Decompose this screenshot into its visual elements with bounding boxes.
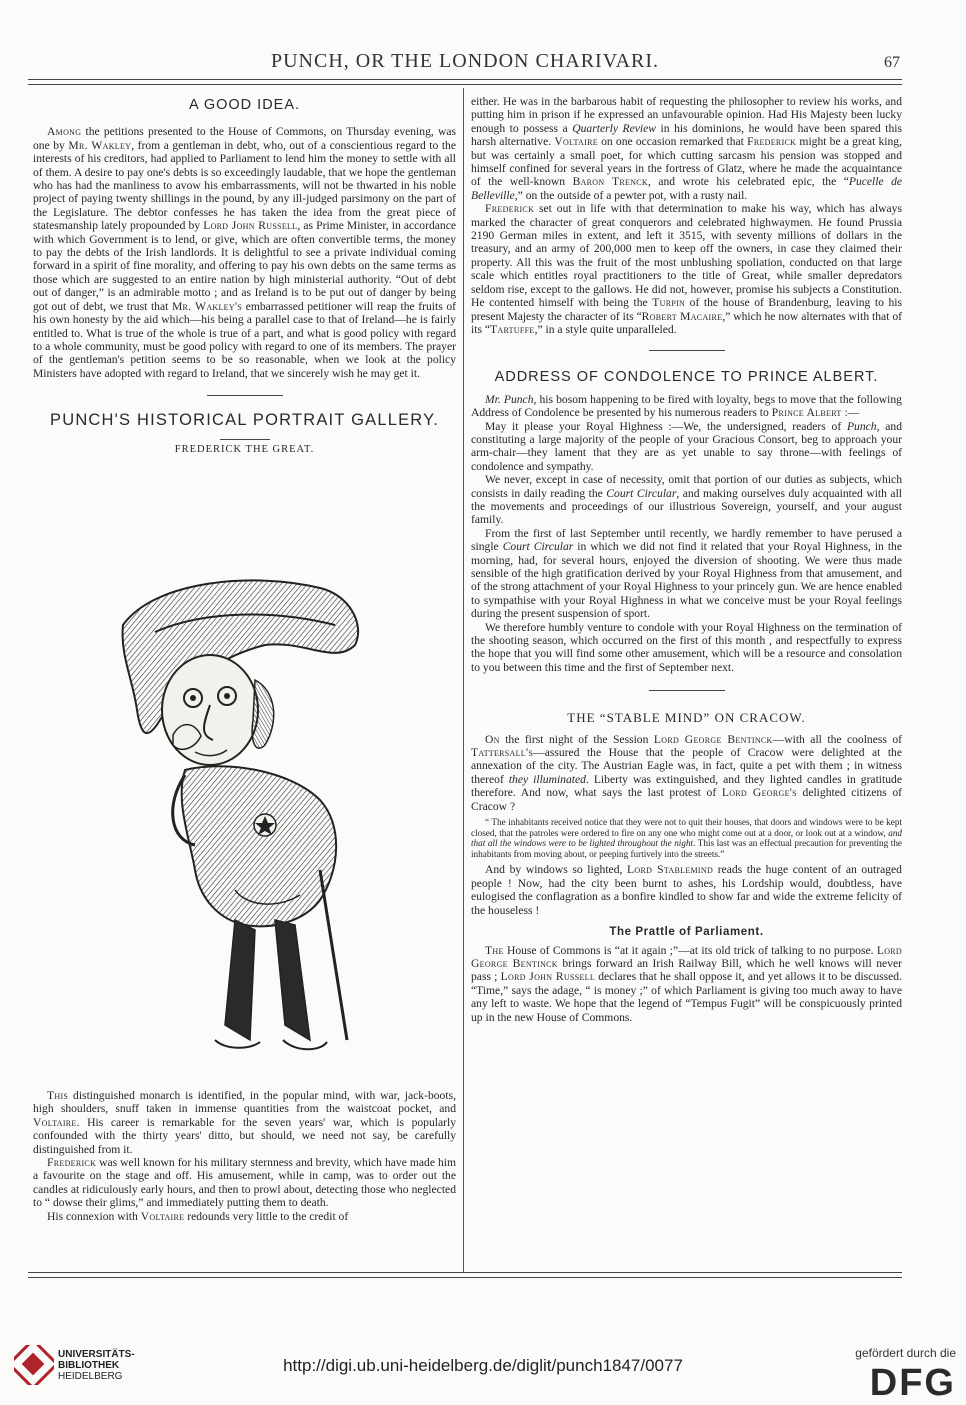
dfg-logo: DFG <box>869 1362 956 1404</box>
frederick-paragraph-2: Frederick was well known for his military sternness and brevity, which have made him a favourite on the stage and off. His amusement, while in camp, was to order out the candles at ridiculously early hours, and then to prowl about, detecting those who neglected to “ dowse their glims,” and immediately putting them to death. <box>33 1156 456 1210</box>
funding-note: gefördert durch die <box>855 1346 956 1360</box>
condolence-paragraph-4: We therefore humbly venture to condole with your Royal Highness on the termination of the shooting season, which occurred on the first of this month , and respectfully to express the hope that you will find some other amusement, which will be a resource and consolation to you between this time and the first of September next. <box>471 620 902 674</box>
section-rule <box>649 690 725 691</box>
column-divider <box>463 88 464 1273</box>
frederick-continued-2: Frederick set out in life with that determination to make his way, which has always marked the character of great conquerors and celebrated highwaymen. He found Prussia 2190 German miles in extent, and left it 3515, with seventy millions of dollars in the treasury, and an army of 200,000 men to keep off the owners, in case they claimed their property. All this was the fruit of the most unblushing spoliation, conducted on that large scale which entitles royal practitioners to the title of Great, while smaller depredators seldom rise, except to the gallows. He did not, however, promise his subjects a Constitution. He contented himself with being the Turpin of the house of Brandenburg, leaving to his present Majesty the character of its “Robert Macaire,” which he now alternates with that of its “Tartuffe,” in a style quite unparalleled. <box>471 202 902 336</box>
gallery-title: PUNCH'S HISTORICAL PORTRAIT GALLERY. <box>50 411 439 430</box>
library-name-line-2: BIBLIOTHEK <box>58 1360 120 1371</box>
cracow-quotation: “ The inhabitants received notice that they were not to quit their houses, that doors and windows were to be kept closed, that the patroles were ordered to fire on any one who might come out at a door, or look out at a window, and that all the windows were to be lighted throughout the night. This last was an effectual precaution for preventing the inhabitants from moving about, or peeping furtively into the streets.” <box>471 817 902 859</box>
condolence-paragraph-1: May it please your Royal Highness :—We, the undersigned, readers of Punch, and constituting a large majority of the people of your Gracious Consort, beg to approach your arm-chair—they lament that they are as yet unable to say throne—with feelings of condolence and sympathy. <box>471 419 902 473</box>
condolence-paragraph-2: We never, except in case of necessity, omit that portion of our duties as subjects, which consists in daily reading the Court Circular, and making ourselves duly acquainted with all the movements and proceedings of our illustrious Sovereign, yourself, and your august family. <box>471 473 903 527</box>
frederick-paragraph-3: His connexion with Voltaire redounds very little to the credit of <box>47 1209 349 1223</box>
condolence-paragraph-3: From the first of last September until recently, we hardly remember to have perused a single Court Circular in which we did not find it related that your Royal Highness, in the morning, had, for several hours, enjoyed the diversion of shooting. We were thus made sensible of the high gratification derived by your Royal Highness from that amusement, and of the strong attachment of your Royal Highness to your princely gun. We are hence enabled to sympathise with your Royal Highness in what we conceive must be your Royal feelings during the present suspension of sport. <box>471 526 903 621</box>
running-head <box>30 50 900 80</box>
frederick-caricature-illustration <box>115 570 415 1065</box>
stable-mind-title: THE “STABLE MIND” ON CRACOW. <box>567 710 806 726</box>
permalink-url[interactable]: http://digi.ub.uni-heidelberg.de/diglit/punch1847/0077 <box>283 1356 683 1375</box>
right-column <box>471 95 902 1024</box>
condolence-title: ADDRESS OF CONDOLENCE TO PRINCE ALBERT. <box>494 369 879 386</box>
frederick-text <box>33 1089 456 1223</box>
footer-rule <box>28 1272 902 1278</box>
gallery-rule <box>220 439 270 440</box>
left-column <box>33 95 456 456</box>
frederick-paragraph-1: This distinguished monarch is identified, in the popular mind, with war, jack-boots, high shoulders, snuff taken in immense quantities from the waistcoat pocket, and Voltaire. His career is remarkable for the seven years' war, which is popularly confounded with the thirty years' ditto, but should, we need not say, be carefully distinguished from it. <box>33 1089 456 1156</box>
portrait-caption: FREDERICK THE GREAT. <box>174 443 315 455</box>
frederick-continued-1: either. He was in the barbarous habit of requesting the philosopher to review his works, and putting him in prison if he expressed an unfavourable opinion. Had His Majesty been lucky enough to possess a Quarterly Review in his dominions, he would have been spared this harsh alternative. Voltaire on one occasion remarked that Frederick might be a great king, but was certainly a small poet, for which cutting sarcasm his pension was stopped and himself confined for several years in the fortress of Glatz, where he made the acquaintance of the well-known Baron Trenck, and wrote his celebrated epic, the “Pucelle de Belleville,” on the outside of a pewter pot, with a rusty nail. <box>471 95 903 202</box>
prattle-paragraph: The House of Commons is “at it again ;”—at its old trick of talking to no purpose. Lord George Bentinck brings forward an Irish Railway Bill, which he well knows will never pass ; Lord John Russell declares that he shall oppose it, and yet allows it to be discussed. “Time,” says the adage, “ is money ;” of which Parliament is giving too much away to have any left to waste. We hope that the legend of “Tempus Fugit” will be conspicuously printed up in the new House of Commons. <box>471 943 902 1024</box>
section-rule <box>649 350 725 351</box>
page-number: 67 <box>884 54 900 71</box>
condolence-intro: Mr. Punch, his bosom happening to be fired with loyalty, begs to move that the following Address of Condolence be presented by his numerous readers to Prince Albert :— <box>471 392 902 420</box>
good-idea-body: Among the petitions presented to the House of Commons, on Thursday evening, was one by Mr. Wakley, from a gentleman in debt, who, out of a conscientious regard to the interests of his creditors, had applied to Parliament to lend him the money to settle with all of them. A desire to pay one's debts is so exceedingly laudable, that we hope the gentleman who has had the manliness to avow his embarrassments, will not be thwarted in his noble project of paying twenty shillings in the pound, by any ill-judged parsimony on the part of the Legislature. The debtor confesses he has taken the idea from the great piece of statesmanship lately propounded by Lord John Russell, as Prime Minister, in accordance with which Government is to lend, or give, which are often convertible terms, the money to pay the debts of the Irish landlords. It is delightful to see a private individual coming forward in a spirit of fine morality, and offering to pay his own debts on the same terms as those which are suggested to an entire nation by high ministerial authority. “Out of debt out of danger,” is an admirable motto ; and as Ireland is to be put out of danger by being got out of debt, we trust that Mr. Wakley's embarrassed petitioner will reap the fruits of his own honesty by the aid which—his being a parallel case to that of Ireland—he is fairly entitled to. What is true of the whole is true of a part, and what is good policy with regard to a whole community, must be good policy with regard to one of its members. The prayer of the gentleman's petition seems to be so reasonable, when we look at the policy Ministers have adopted with regard to Ireland, that we sincerely wish he may get it. <box>33 125 457 380</box>
library-name-line-1: UNIVERSITÄTS- <box>58 1349 135 1360</box>
good-idea-title: A GOOD IDEA. <box>188 97 301 113</box>
stable-mind-paragraph-2: And by windows so lighted, Lord Stablemind reads the huge content of an outraged people ! Now, had the city been burnt to ashes, his Lordship would, doubtless, have eulogised the conflagration as a bonfire kindled to show far and wide the extreme felicity of the houseless ! <box>471 863 902 917</box>
library-name-line-3: HEIDELBERG <box>58 1371 123 1382</box>
stable-mind-paragraph-1: On the first night of the Session Lord George Bentinck—with all the coolness of Tattersall's—assured the House that the people of Cracow were delighted at the annexation of the city. The Austrian Eagle was, in fact, quite a pet with them ; in witness thereof they illuminated. Liberty was extinguished, and they lighted candles in gratitude therefore. And now, what says the last protest of Lord George's delighted citizens of Cracow ? <box>471 732 903 813</box>
header-rule <box>28 79 902 85</box>
prattle-title: The Prattle of Parliament. <box>609 926 764 939</box>
running-title: PUNCH, OR THE LONDON CHARIVARI. <box>270 50 660 72</box>
section-rule <box>207 395 283 396</box>
